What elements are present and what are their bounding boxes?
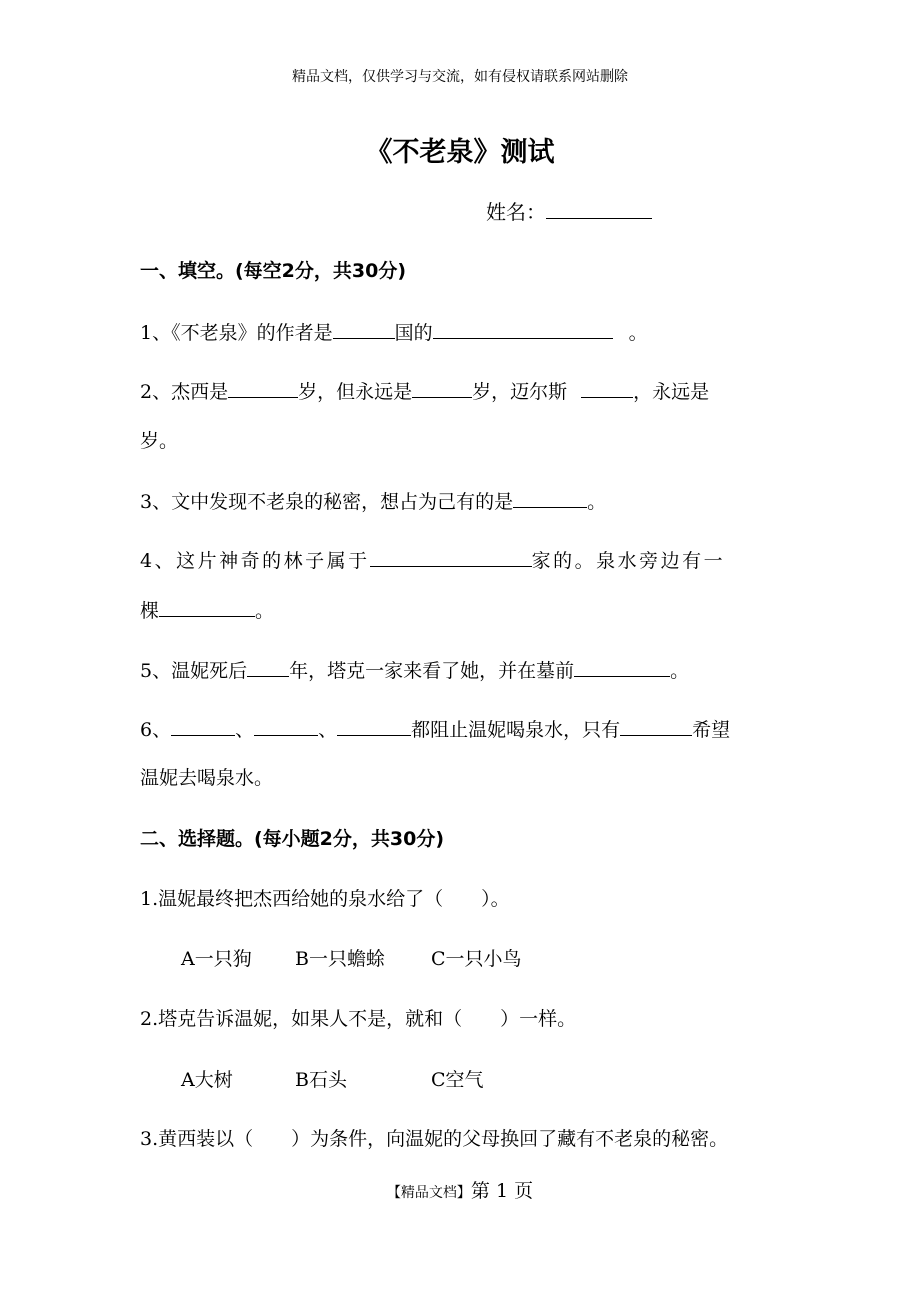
q2-text-c: 岁，迈尔斯 xyxy=(472,381,568,403)
q2-blank-3[interactable] xyxy=(581,377,633,398)
q2-blank-1[interactable] xyxy=(228,377,298,398)
q6-text-a: 6、 xyxy=(140,719,172,741)
choice-q2-option-a[interactable]: A大树 xyxy=(181,1069,233,1091)
q4-text-b: 家的。泉水旁边有一 xyxy=(531,550,726,572)
q4-text-a: 4、这片神奇的林子属于 xyxy=(140,550,370,572)
q2-text-d: ，永远是 xyxy=(633,381,710,403)
q1-blank-2[interactable] xyxy=(433,318,613,339)
fill-q4-cont xyxy=(140,596,274,623)
fill-q1 xyxy=(140,318,648,345)
q3-text-b: 。 xyxy=(587,491,607,513)
fill-q6 xyxy=(140,715,730,742)
q1-text-c: 。 xyxy=(628,322,648,344)
q5-text-c: 。 xyxy=(670,660,690,682)
fill-q3 xyxy=(140,487,606,514)
q4-blank-1[interactable] xyxy=(370,546,532,567)
fill-q5 xyxy=(140,656,689,683)
fill-q2-cont xyxy=(140,426,178,453)
choice-q2: 2.塔克告诉温妮，如果人不是，就和（ ）一样。 xyxy=(140,1008,577,1030)
q2-text-a: 2、杰西是 xyxy=(140,381,229,403)
q2-text-e: 岁。 xyxy=(140,430,179,452)
page-title: 《不老泉》测试 xyxy=(365,137,555,168)
q4-text-c: 棵 xyxy=(140,600,160,622)
q6-text-c: 、 xyxy=(318,719,338,741)
header-note: 精品文档，仅供学习与交流，如有侵权请联系网站删除 xyxy=(292,69,628,85)
fill-q6-cont xyxy=(140,763,273,790)
q1-blank-1[interactable] xyxy=(333,318,395,339)
section1-heading: 一、填空。(每空2分，共30分) xyxy=(140,260,407,282)
q6-text-f: 温妮去喝泉水。 xyxy=(140,767,274,789)
q6-blank-3[interactable] xyxy=(337,715,411,736)
choice-q1-option-c[interactable]: C一只小鸟 xyxy=(431,948,522,970)
q5-blank-1[interactable] xyxy=(247,656,289,677)
q6-text-d: 都阻止温妮喝泉水，只有 xyxy=(411,719,621,741)
choice-q1-options xyxy=(181,944,522,971)
page-number: 第 1 页 xyxy=(470,1180,534,1202)
choice-q2-options xyxy=(181,1065,484,1092)
q6-blank-1[interactable] xyxy=(171,715,235,736)
choice-q3: 3.黄西装以（ ）为条件，向温妮的父母换回了藏有不老泉的秘密。 xyxy=(140,1128,729,1150)
fill-q4 xyxy=(140,546,725,573)
q3-blank[interactable] xyxy=(513,487,587,508)
q6-blank-4[interactable] xyxy=(620,715,692,736)
choice-q1-option-b[interactable]: B一只蟾蜍 xyxy=(295,948,385,970)
q2-blank-2[interactable] xyxy=(412,377,472,398)
section2-heading: 二、选择题。(每小题2分，共30分) xyxy=(140,828,445,850)
choice-q1-option-a[interactable]: A一只狗 xyxy=(181,948,252,970)
choice-q2-option-b[interactable]: B石头 xyxy=(295,1069,347,1091)
q5-text-a: 5、温妮死后 xyxy=(140,660,248,682)
name-label: 姓名： xyxy=(486,200,546,224)
choice-q2-option-c[interactable]: C空气 xyxy=(431,1069,484,1091)
q6-text-e: 希望 xyxy=(692,719,731,741)
q6-text-b: 、 xyxy=(235,719,255,741)
q5-blank-2[interactable] xyxy=(574,656,670,677)
q2-text-b: 岁，但永远是 xyxy=(298,381,413,403)
name-blank[interactable] xyxy=(546,198,652,219)
name-field-row xyxy=(486,196,652,225)
q3-text-a: 3、文中发现不老泉的秘密，想占为己有的是 xyxy=(140,491,514,513)
q1-text-a: 1、《不老泉》的作者是 xyxy=(140,322,333,344)
q1-text-b: 国的 xyxy=(394,322,433,344)
footer-tag: 【精品文档】 xyxy=(386,1185,471,1201)
page-footer xyxy=(0,1176,920,1203)
fill-q2 xyxy=(140,377,709,404)
q4-text-d: 。 xyxy=(255,600,275,622)
q5-text-b: 年，塔克一家来看了她，并在墓前 xyxy=(289,660,575,682)
choice-q1: 1.温妮最终把杰西给她的泉水给了（ ）。 xyxy=(140,888,510,910)
q6-blank-2[interactable] xyxy=(254,715,318,736)
q4-blank-2[interactable] xyxy=(159,596,255,617)
